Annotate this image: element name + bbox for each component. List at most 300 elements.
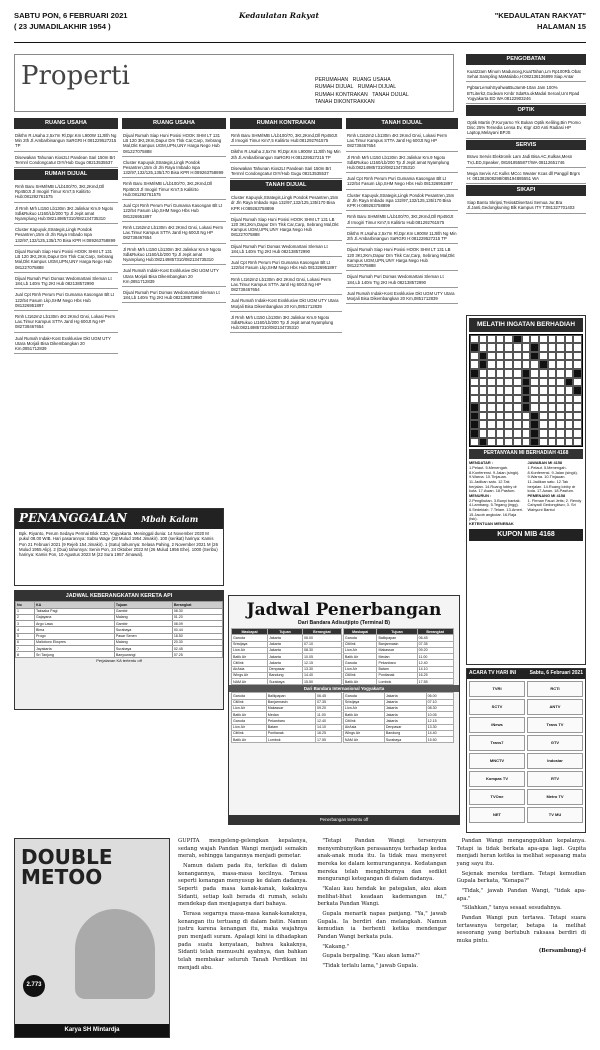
crossword-cell bbox=[470, 335, 479, 344]
crossword-cell bbox=[530, 438, 539, 447]
table-cell: 14.40 bbox=[303, 672, 342, 678]
crossword-cell bbox=[522, 369, 531, 378]
category-tag: PERUMAHAN bbox=[315, 77, 349, 83]
crossword-cell bbox=[565, 429, 574, 438]
tv-channel-logo: TV MU bbox=[527, 807, 583, 823]
classified-ad: Kuat22am Minum Madunceg,KuatTahan,Lm Rp100Rb.Obat Sehat Sampling MaMalabo,H:082136136899 Siap Antar bbox=[466, 67, 586, 82]
table-cell: Jakarta bbox=[384, 693, 426, 699]
pemenang-title: PEMENANG MI 4158 bbox=[527, 492, 566, 498]
story-sign: (Bersambung)-f bbox=[538, 947, 586, 954]
classified-ad: Rmh Lt162m2 Lb130m 4Kt 2Kmd Gnsi, Lokasi Perm Lax.Timur Kampus STTA Jantl Hg 600Jt Ng HP 082738467654 bbox=[230, 275, 342, 296]
crossword-cell bbox=[470, 386, 479, 395]
classified-ad: Dijual Rumah Puri Domas Wedomartani Sleman Lt 184,Lb 140m Trg 2Kt Hub 082138572990 bbox=[346, 272, 458, 287]
story-paragraph: Terasa segarnya masa-masa kanak-kanaknya, kenangan itu tertuang di dalam batin. Namun justru karena kenangan itu, maka wajahnya pun menjadi suram. Apalagi kini ia dihadapkan pada suatu kenyataan, bahwa kakaknya, Sidanti telah memusuhi ayahnya, dan bahkan telah membakar seluruh Tanah Perdikan ini menjadi abu. bbox=[178, 911, 308, 971]
crossword-cell bbox=[496, 429, 505, 438]
table-cell: Malang bbox=[114, 614, 172, 620]
table-cell: 06.45 bbox=[315, 693, 341, 699]
table-cell: Jakarta bbox=[384, 718, 426, 724]
crossword-cell bbox=[539, 360, 548, 369]
crossword-cell bbox=[565, 343, 574, 352]
table-cell: Lombok bbox=[377, 679, 417, 685]
crossword-cell bbox=[504, 412, 513, 421]
table-cell: 12.15 bbox=[303, 660, 342, 666]
classified-ad: Dikthn R.Usaha 2,5x7m Rl,Dpr.Km L900W 11Jt/th Ng Min 2th Jl.Ambarbinangun SaRGRI H:081229527215 TP bbox=[346, 229, 458, 244]
crossword-cell bbox=[530, 335, 539, 344]
crossword-cell bbox=[556, 360, 565, 369]
crossword-cell bbox=[573, 352, 582, 361]
table-cell: Pekanbaru bbox=[377, 660, 417, 666]
classified-ad: Rmh Baru SHM/IMB L/Lb100/70, 3Kt,2Kmd,Dll Rp450Jt Jl Imogiri Timur Km7,5 Kalitirto Hub:081292761575 bbox=[14, 182, 118, 203]
section-head-rumah-dikontrakkan: RUMAH KONTRAKAN bbox=[230, 118, 342, 129]
crossword-subtitle: PERTANYAAN MI BERHADIAH 4168 bbox=[469, 449, 583, 459]
crossword-cell bbox=[479, 386, 488, 395]
table-cell: 07.10 bbox=[426, 699, 453, 705]
classified-column-3 bbox=[230, 118, 342, 588]
table-cell: Gambir bbox=[114, 621, 172, 627]
crossword-cell bbox=[504, 420, 513, 429]
classified-ad: Jual Cpt Rmh Perum Puri Gumama Kasongan Blt Lt 122/54 Fasum Lkp,SHM Nego Hbs Hub 081326951897 bbox=[122, 201, 226, 222]
table-cell: 08.30 bbox=[172, 608, 222, 614]
crossword-cell bbox=[479, 378, 488, 387]
section-head-tanah-dijual: TANAH DIJUAL bbox=[230, 180, 342, 191]
table-cell: Banjarmasin bbox=[377, 641, 417, 647]
serial-story bbox=[178, 838, 586, 1044]
crossword-cell bbox=[573, 378, 582, 387]
crossword-cell bbox=[565, 395, 574, 404]
table-cell: Jakarta bbox=[384, 712, 426, 718]
story-paragraph: Gupala berpaling. "Kau akan lama?" bbox=[322, 953, 420, 960]
crossword-cell bbox=[556, 343, 565, 352]
table-cell: Bima bbox=[35, 627, 115, 633]
classified-ad: Jl Rmh Mrh Lt150 Lb130m 3Kt Jalinkar Km.9 Ngoto Sdl&Rukuo Lt160/Lb/200 Tp Jl Jepit amat Nyamplung Hub:082149857310/082134735310 bbox=[122, 245, 226, 266]
category-tag: RUMAH DIJUAL bbox=[315, 84, 354, 91]
table-cell: 06.00 bbox=[426, 693, 453, 699]
crossword-cell bbox=[487, 386, 496, 395]
table-cell: 13.30 bbox=[303, 666, 342, 672]
crossword-cell bbox=[522, 386, 531, 395]
table-cell: 14.10 bbox=[417, 666, 453, 672]
table-cell: 14.10 bbox=[315, 724, 341, 730]
section-head-rumah-dijual: RUANG USAHA bbox=[122, 118, 226, 129]
table-cell: Batam bbox=[377, 666, 417, 672]
crossword-cell bbox=[565, 352, 574, 361]
crossword-cell bbox=[496, 378, 505, 387]
crossword-cell bbox=[504, 378, 513, 387]
classified-ad: Jual Rumah Indak+Kost Exsklusive Dkt UGM UTY Utara Morjali Bisa Dikembangkan 20 Km,0851712839 bbox=[122, 266, 226, 287]
table-cell: Jakarta bbox=[384, 705, 426, 711]
table-cell: Jakarta bbox=[384, 699, 426, 705]
classified-ad: Dijual Rumah Siap Huni Posisi HOOK SHM LT 131 LB 120 3Kt,2Km,Dapur Drn Tlsk Car,Carp, Sebrang Mal,Dkt Kampus UGM,UPN,UNY Harga Nego Hub 081227075888 bbox=[230, 215, 342, 241]
tv-schedule bbox=[466, 668, 586, 833]
table-cell: 8 bbox=[16, 652, 35, 658]
crossword-cell bbox=[548, 360, 557, 369]
table-cell: 12.40 bbox=[315, 718, 341, 724]
classified-ad: Dijual Rumah Puri Domas Wedomartani Sleman Lt 184,Lb 140m Trg 2Kt Hub 082138572990 bbox=[122, 288, 226, 303]
classified-ad: Jual Cpt Rmh Perum Puri Gumama Kasongan Blt Lt 122/54 Fasum Lkp,SHM Nego Hbs Hub 081326951897 bbox=[346, 174, 458, 189]
classified-ad: Bravo Servis Elektronik Lam Jadi Bisa AC,Kulkas,Mesn TV,LED,Speaker, 081918555877/WA 08112651746 bbox=[466, 152, 586, 167]
section-head-servis: SERVIS bbox=[466, 140, 586, 151]
crossword-cell bbox=[548, 395, 557, 404]
classified-ad: Jual Rumah Indak+Kost Exsklusive Dkt UGM UTY Utara Morjali Bisa Dikembangkan 20 Km,0851712839 bbox=[14, 334, 118, 355]
table-cell: Citilink bbox=[343, 641, 377, 647]
table-cell: Makassar bbox=[377, 647, 417, 653]
comic-illustration bbox=[14, 838, 170, 1038]
table-cell: Citilink bbox=[232, 730, 267, 736]
crossword-cell bbox=[487, 352, 496, 361]
crossword-cell bbox=[487, 369, 496, 378]
flight-table-right-2 bbox=[343, 692, 454, 743]
table-cell: Surabaya bbox=[268, 679, 303, 685]
crossword-cell bbox=[522, 352, 531, 361]
crossword-cell bbox=[504, 429, 513, 438]
crossword-cell bbox=[539, 403, 548, 412]
crossword-cell bbox=[539, 420, 548, 429]
comic-title: DOUBLE METOO bbox=[21, 845, 113, 889]
classified-ad: Disewakan Tahunan Kios2Lt Pandean Sari 150m Brt Termnl Condongcatur DIY/Hub Gugu 08213535537 bbox=[14, 153, 118, 168]
crossword-cell bbox=[539, 378, 548, 387]
story-paragraph: GUPITA mengeleng-gelengkan kepalanya, sedang wajah Pandan Wangi menjadi semakin merah, sehingga tangannya menjadi gemetar. bbox=[178, 838, 308, 860]
crossword-cell bbox=[573, 438, 582, 447]
table-cell: Lion Air bbox=[343, 666, 377, 672]
classified-column-4 bbox=[346, 118, 458, 588]
classified-ad: Jual Cpt Rmh Perum Puri Gumama Kasongan Blt Lt 122/54 Fasum Lkp,SHM Nego Hbs Hub 081326951897 bbox=[14, 290, 118, 311]
crossword-cell bbox=[470, 403, 479, 412]
crossword-cell bbox=[548, 429, 557, 438]
crossword-cell bbox=[504, 335, 513, 344]
table-cell: 20.30 bbox=[172, 639, 222, 645]
classified-ad: Cluster Kapuyuk,Strategis,Lingk Pondok Pesantren,15m dr Jln Raya Imbado Ispa 132/97,132/125,135/170 Bisa KPR H:089263758899 bbox=[14, 225, 118, 246]
crossword-cell bbox=[573, 429, 582, 438]
classified-ad: Cluster Kapuyuk,Strategis,Lingk Pondok Pesantren,15m dr Jln Raya Imbado Ispa 132/97,132/125,135/170 Bisa KPR H:089263758899 bbox=[122, 158, 226, 179]
penanggalan-subtitle: Mbah Kalam bbox=[141, 514, 199, 524]
table-cell: 15.50 bbox=[303, 679, 342, 685]
train-schedule bbox=[14, 590, 224, 710]
table-cell: 00.44 bbox=[172, 627, 222, 633]
crossword-cell bbox=[522, 378, 531, 387]
crossword-cell bbox=[479, 335, 488, 344]
table-cell: 06.45 bbox=[417, 635, 453, 641]
crossword-cell bbox=[539, 395, 548, 404]
table-cell: 17.55 bbox=[315, 737, 341, 743]
table-cell: Batik Air bbox=[232, 737, 267, 743]
table-cell: 16.25 bbox=[417, 672, 453, 678]
table-cell: Balikpapan bbox=[266, 693, 315, 699]
tv-channel-logo: Trans TV bbox=[527, 717, 583, 733]
crossword-cell bbox=[496, 352, 505, 361]
banner-categories bbox=[315, 77, 435, 106]
table-cell: Progo bbox=[35, 633, 115, 639]
crossword-cell bbox=[470, 352, 479, 361]
crossword-puzzle bbox=[466, 315, 586, 665]
table-cell: 15.50 bbox=[426, 737, 453, 743]
classified-ad: Dijual Rumah Siap Huni Posisi HOOK SHM LT 131 LB 120 3Kt,2Km,Dapur Drn Tlsk Car,Carp, Sebrang Mal,Dkt Kampus UGM,UPN,UNY Harga Nego Hub 081227075888 bbox=[14, 247, 118, 273]
story-paragraph: Namun dalam pada itu, terkilas di dalam kenangannya, masa-masa kecilnya. Terasa seperti kenangan menyusup ke dalam dadanya. Seperti pada masa kanak-kanak, kakaknya Sidanti, setiap kali berada di rumah, selalu mendekap dan menjaganya dari bahaya. bbox=[178, 863, 308, 908]
crossword-cell bbox=[479, 369, 488, 378]
table-cell: Batik Air bbox=[343, 679, 377, 685]
crossword-cell bbox=[513, 352, 522, 361]
table-cell: Jakarta bbox=[268, 635, 303, 641]
pemenang-text: 1. Firman Fauzi Jetis; 2. Rendy Cahyadi Gedongkiwo; 3. Sri Wahyuni Bantul bbox=[527, 497, 582, 513]
crossword-cell bbox=[573, 412, 582, 421]
mendatar-clues: 1.Pelaut. 5.Menengah. 8.Konferensi. 9.Jalan (singk). 9.Warna. 10.Tinjauan. 11.Jadikan satu. 12.Tak berjalan. 14.Ruang lobby dr kota. 17.Awan. 18.Pasfum. bbox=[469, 464, 520, 494]
category-tag: RUMAH KONTRAKAN bbox=[315, 91, 368, 98]
crossword-cell bbox=[513, 386, 522, 395]
crossword-cell bbox=[565, 412, 574, 421]
tv-title: ACARA TV HARI INI bbox=[469, 670, 517, 676]
table-cell: Pekanbaru bbox=[266, 718, 315, 724]
classified-ad: Rmh Baru SHM/IMB L/Lb100/70, 3Kt,2Kmd,Dll Rp450Jt Jl Imogiri Timur Km7,5 Kalitirto Hub:081292761575 bbox=[230, 131, 342, 146]
section-head-rumah-dijual: RUMAH DIJUAL bbox=[14, 169, 118, 180]
crossword-cell bbox=[504, 352, 513, 361]
table-cell: Lion Air bbox=[232, 724, 267, 730]
crossword-cell bbox=[530, 429, 539, 438]
classified-ad: Mega Servis AC Kulks MCcc Weater Kcas dll Panggil Brgrs H: 081382608298/085194885551 WA bbox=[466, 169, 586, 184]
table-cell: 12.15 bbox=[426, 718, 453, 724]
kupon-label: KUPON MIB 4168 bbox=[469, 529, 583, 541]
table-cell: Garuda bbox=[232, 718, 267, 724]
crossword-cell bbox=[513, 360, 522, 369]
menurun-clues: 2.Pengikutan. 3.Bunyi bantak. 4.Lambang. 5.Tegang (ingg). 6.Sedekiah. 7.Telam. 13.Ameri. 15.Jacob angkolar. 16.Raja (tsk). bbox=[469, 497, 524, 522]
crossword-cell bbox=[479, 352, 488, 361]
tv-channel-logo: TVRI bbox=[469, 681, 525, 697]
train-title: JADWAL KEBERANGKATAN KERETA API bbox=[15, 591, 223, 601]
crossword-cell bbox=[496, 386, 505, 395]
classified-ad: Dikthn R.Usaha 2,5x7m Rl,Dpr.Km L900W 11Jt/th Ng Min 2th Jl.Ambarbinangun SaRGRI H:081229527215 TP bbox=[14, 131, 118, 152]
classified-ad: Dijual Rumah Puri Domas Wedomartani Sleman Lt 184,Lb 140m Trg 2Kt Hub 082138572990 bbox=[230, 242, 342, 257]
train-header: No bbox=[16, 602, 35, 608]
table-cell: Pasar Senen bbox=[114, 633, 172, 639]
table-cell: Jakarta bbox=[268, 654, 303, 660]
table-cell: 02.45 bbox=[172, 646, 222, 652]
flight-header: Berangkat bbox=[417, 629, 453, 635]
flight-subtitle: Dari Bandara Adisutjipto (Terminal B) bbox=[298, 620, 390, 627]
table-cell: 11.00 bbox=[417, 654, 453, 660]
tv-channel-logo: NET bbox=[469, 807, 525, 823]
table-cell: 01.20 bbox=[172, 614, 222, 620]
crossword-cell bbox=[530, 369, 539, 378]
crossword-cell bbox=[548, 369, 557, 378]
table-cell: Gajayana bbox=[35, 614, 115, 620]
table-cell: 18.50 bbox=[172, 633, 222, 639]
crossword-clues bbox=[469, 461, 583, 527]
tv-channel-logo: MNCTV bbox=[469, 753, 525, 769]
story-paragraph: "Kakang." bbox=[322, 943, 350, 950]
table-cell: Denpasar bbox=[384, 724, 426, 730]
crossword-cell bbox=[556, 335, 565, 344]
classified-ad: Cluster Kapuyuk,Strategis,Lingk Pondok Pesantren,15m dr Jln Raya Imbado Ispa 132/97,132/125,135/170 Bisa KPR H:089263758899 bbox=[230, 193, 342, 214]
crossword-cell bbox=[504, 369, 513, 378]
crossword-cell bbox=[504, 438, 513, 447]
tv-channel-logo: RTV bbox=[527, 771, 583, 787]
tv-header bbox=[467, 669, 585, 679]
crossword-cell bbox=[479, 343, 488, 352]
tv-date: Sabtu, 6 Februari 2021 bbox=[529, 670, 583, 676]
table-cell: Sri Tanjung bbox=[35, 652, 115, 658]
table-cell: Garuda bbox=[343, 693, 384, 699]
comic-number: 2.773 bbox=[23, 975, 45, 997]
table-cell: Medan bbox=[266, 712, 315, 718]
crossword-cell bbox=[573, 335, 582, 344]
mendatar-title: MENDATAR : bbox=[469, 460, 494, 466]
crossword-cell bbox=[487, 420, 496, 429]
table-cell: Lion Air bbox=[343, 705, 384, 711]
crossword-cell bbox=[522, 403, 531, 412]
header-rule bbox=[14, 42, 586, 43]
jawaban-text: 1.Pelaut. 5.Menengah. 8.Konferensi. 9.Jalan (singk). 9.Warna. 10.Tinjauan. 11.Jadikan satu. 12.Tak berjalan. 14.Ruang lobby dr kota. 17.Awan. 18.Pasfum. bbox=[527, 464, 578, 494]
right-column-services bbox=[466, 54, 586, 312]
crossword-cell bbox=[522, 335, 531, 344]
table-cell: Lion Air bbox=[343, 647, 377, 653]
crossword-cell bbox=[556, 395, 565, 404]
crossword-cell bbox=[513, 369, 522, 378]
crossword-cell bbox=[573, 386, 582, 395]
crossword-cell bbox=[565, 403, 574, 412]
flight-title: Jadwal Penerbangan bbox=[246, 600, 442, 620]
crossword-cell bbox=[565, 378, 574, 387]
table-cell: Batam bbox=[266, 724, 315, 730]
table-cell: 3 bbox=[16, 621, 35, 627]
table-cell: 09.20 bbox=[315, 705, 341, 711]
crossword-cell bbox=[556, 352, 565, 361]
flight-schedule bbox=[228, 595, 460, 825]
table-row bbox=[16, 652, 223, 658]
crossword-cell bbox=[548, 412, 557, 421]
table-cell: Lombok bbox=[266, 737, 315, 743]
table-cell: Garuda bbox=[343, 635, 377, 641]
story-paragraph: Pandan Wangi menganggukkan kepalanya. Tetapi ia tidak berkata apa-apa lagi. Gupita menjadi heran ketika ia melihat sepasang mata yang sayu itu. bbox=[456, 838, 586, 868]
crossword-cell bbox=[539, 438, 548, 447]
table-cell: Garuda bbox=[343, 660, 377, 666]
crossword-cell bbox=[479, 438, 488, 447]
table-row bbox=[232, 679, 342, 685]
table-row bbox=[343, 737, 453, 743]
table-cell: Batik Air bbox=[343, 712, 384, 718]
crossword-cell bbox=[530, 386, 539, 395]
crossword-cell bbox=[556, 378, 565, 387]
table-cell: 13.30 bbox=[426, 724, 453, 730]
classified-ad: Jl Rmh Mrh Lt150 Lb130m 3Kt Jalinkar Km.9 Ngoto Sdl&Rukuo Lt160/Lb/200 Tp Jl Jepit amat Nyamplung Hub:082149857310/082134735310 bbox=[346, 153, 458, 174]
tv-channel-logo: Kompas TV bbox=[469, 771, 525, 787]
flight-header: Berangkat bbox=[303, 629, 342, 635]
crossword-cell bbox=[513, 395, 522, 404]
paper-name: "KEDAULATAN RAKYAT" bbox=[494, 11, 586, 20]
crossword-cell bbox=[522, 420, 531, 429]
crossword-cell bbox=[470, 343, 479, 352]
table-cell: Taksaka Pagi bbox=[35, 608, 115, 614]
classified-ad: Cluster Kapuyuk,Strategis,Lingk Pondok Pesantren,15m dr Jln Raya Imbado Ispa 132/97,132/125,135/170 Bisa KPR H:089263758899 bbox=[346, 191, 458, 212]
comic-caption: Karya SH Mintardja bbox=[15, 1024, 169, 1037]
crossword-cell bbox=[565, 369, 574, 378]
table-cell: 6 bbox=[16, 639, 35, 645]
section-head-tanah-dijual: TANAH DIJUAL bbox=[346, 118, 458, 129]
table-cell: Batik Air bbox=[343, 654, 377, 660]
table-row bbox=[232, 737, 342, 743]
crossword-cell bbox=[522, 438, 531, 447]
table-cell: Garuda bbox=[232, 693, 267, 699]
table-cell: Balikpapan bbox=[377, 635, 417, 641]
crossword-cell bbox=[556, 403, 565, 412]
flight-table-left bbox=[231, 628, 342, 685]
section-head-sikapi: SIKAPI bbox=[466, 185, 586, 196]
crossword-cell bbox=[548, 335, 557, 344]
crossword-cell bbox=[548, 438, 557, 447]
crossword-cell bbox=[470, 420, 479, 429]
crossword-cell bbox=[479, 429, 488, 438]
flight-tables bbox=[229, 628, 459, 685]
penanggalan-header bbox=[15, 509, 223, 529]
table-cell: 09.20 bbox=[417, 647, 453, 653]
table-cell: Bandung bbox=[384, 730, 426, 736]
crossword-cell bbox=[565, 386, 574, 395]
classified-ad: Rmh Lt162m2 Lb130m 4Kt 2Kmd Gnsi, Lokasi Perm Lax.Timur Kampus STTA Jantl Hg 600Jt Ng HP 082738467654 bbox=[346, 131, 458, 152]
crossword-cell bbox=[487, 429, 496, 438]
crossword-cell bbox=[565, 360, 574, 369]
crossword-cell bbox=[504, 386, 513, 395]
crossword-cell bbox=[479, 395, 488, 404]
crossword-cell bbox=[470, 369, 479, 378]
table-cell: 16.25 bbox=[315, 730, 341, 736]
crossword-cell bbox=[556, 438, 565, 447]
crossword-cell bbox=[573, 369, 582, 378]
crossword-cell bbox=[487, 343, 496, 352]
table-cell: Surabaya bbox=[384, 737, 426, 743]
table-cell: Lion Air bbox=[232, 705, 267, 711]
table-cell: Wings Air bbox=[232, 672, 268, 678]
table-cell: Pontianak bbox=[377, 672, 417, 678]
table-cell: 08.09 bbox=[172, 621, 222, 627]
crossword-cell bbox=[556, 412, 565, 421]
crossword-cell bbox=[487, 412, 496, 421]
table-cell: 14.40 bbox=[426, 730, 453, 736]
story-paragraph: "Silahkan," tanya sesaat sesudahnya. bbox=[461, 905, 562, 912]
crossword-cell bbox=[470, 412, 479, 421]
table-cell: Banyuwangi bbox=[114, 652, 172, 658]
crossword-cell bbox=[556, 429, 565, 438]
crossword-cell bbox=[565, 438, 574, 447]
crossword-cell bbox=[513, 403, 522, 412]
crossword-cell bbox=[539, 386, 548, 395]
tv-channel-logo: RCTI bbox=[527, 681, 583, 697]
table-cell: 08.30 bbox=[426, 705, 453, 711]
crossword-cell bbox=[530, 352, 539, 361]
table-cell: 06.00 bbox=[303, 635, 342, 641]
tv-channel-logo: SCTV bbox=[469, 699, 525, 715]
masthead: Kedaulatan Rakyat bbox=[239, 11, 319, 20]
crossword-cell bbox=[539, 412, 548, 421]
crossword-cell bbox=[487, 360, 496, 369]
crossword-cell bbox=[548, 420, 557, 429]
table-cell: Sriwijaya bbox=[232, 641, 268, 647]
story-paragraph: "Tetapi Pandan Wangi tersenyum menyembunyikan perasaannya terhadap kedua anak-anak muda itu. Ia tidak mau menyeret mereka ke dalam kemurungannya. Kedatangan mereka telah menghiburnya dan sedikit mengurangi ketegangan di dalam dadanya. bbox=[317, 838, 447, 883]
crossword-cell bbox=[470, 438, 479, 447]
table-cell: 07.10 bbox=[303, 641, 342, 647]
crossword-cell bbox=[479, 360, 488, 369]
classified-ad: Rmh Baru SHM/IMB L/Lb100/70, 3Kt,2Kmd,Dll Rp450Jt Jl Imogiri Timur Km7,5 Kalitirto Hub:081292761575 bbox=[122, 179, 226, 200]
story-paragraph: Pandan Wangi pun tertawa. Tetapi suara tertawanya tergetar, betapa ia melihat seseorang yang bertubuh raksasa berdiri di muka pintu. bbox=[456, 915, 586, 945]
flight-header: Tujuan bbox=[268, 629, 303, 635]
crossword-cell bbox=[530, 420, 539, 429]
classified-column-2 bbox=[122, 118, 226, 504]
crossword-cell bbox=[487, 403, 496, 412]
section-head-ruang-usaha: RUANG USAHA bbox=[14, 118, 118, 129]
table-cell: 10.05 bbox=[303, 654, 342, 660]
table-cell: 08.30 bbox=[303, 647, 342, 653]
classified-ad: Dikthn R.Usaha 2,5x7m Rl,Dpr.Km L900W 11Jt/th Ng Min 2th Jl.Ambarbinangun SaRGRI H:081229527215 TP bbox=[230, 147, 342, 162]
table-cell: Medan bbox=[377, 654, 417, 660]
classified-ad: Dijual Rumah Siap Huni Posisi HOOK SHM LT 131 LB 120 3Kt,2Km,Dapur Drn Tlsk Car,Carp, Sebrang Mal,Dkt Kampus UGM,UPN,UNY Harga Nego Hub 081227075888 bbox=[346, 245, 458, 271]
table-cell: Banjarmasin bbox=[266, 699, 315, 705]
jawaban-title: JAWABAN MI 4158 bbox=[527, 460, 563, 466]
